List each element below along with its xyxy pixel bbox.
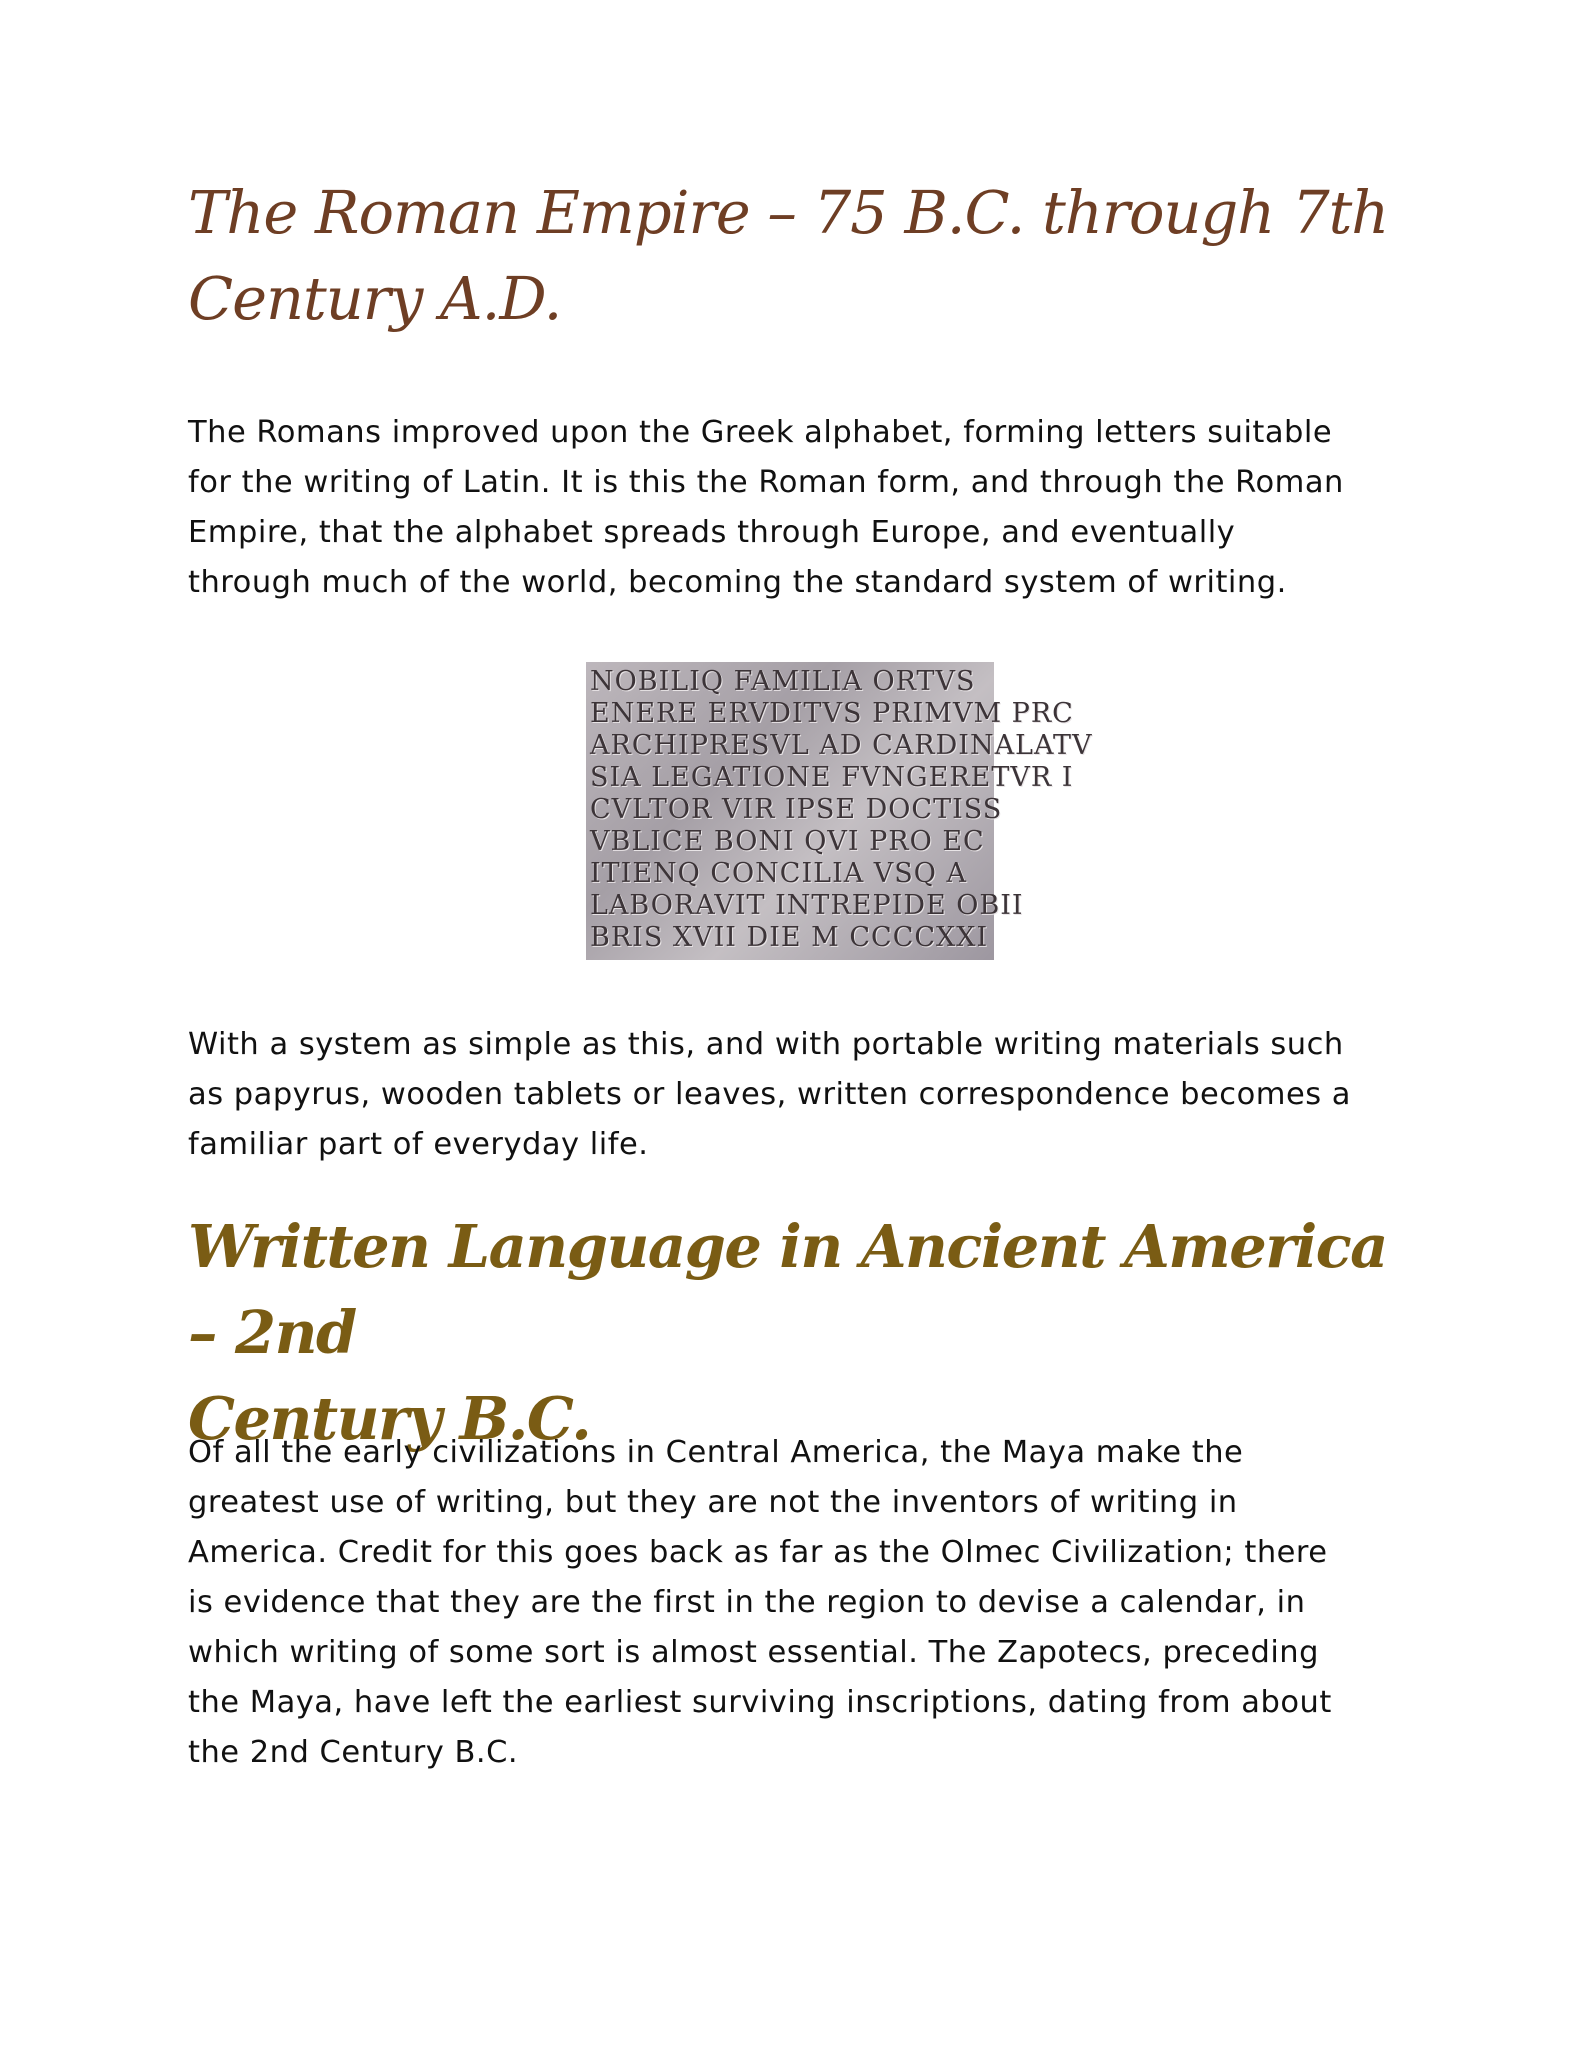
inscription-line: BRIS XVII DIE M CCCCXXI [590,922,989,953]
text-line: Of all the early civilizations in Central America, the Maya make the [188,1435,1244,1470]
heading-line: Written Language in Ancient America – 2nd [188,1212,1387,1367]
inscription-line: LABORAVIT INTREPIDE OBII [590,890,1024,921]
heading-roman-empire [188,170,1388,342]
heading-line: The Roman Empire – 75 B.C. through 7th [188,178,1389,247]
text-line: the Maya, have left the earliest surviving inscriptions, dating from about [188,1685,1332,1720]
heading-line: Century A.D. [188,264,562,333]
text-line: for the writing of Latin. It is this the Roman form, and through the Roman [188,465,1344,500]
inscription-line: ENERE ERVDITVS PRIMVM PRC [590,698,1074,729]
latin-inscription-image [586,662,1093,960]
text-line: Empire, that the alphabet spreads through Europe, and eventually [188,515,1236,550]
inscription-line: VBLICE BONI QVI PRO EC [590,826,985,857]
text-line: The Romans improved upon the Greek alphabet, forming letters suitable [188,415,1333,450]
paragraph-correspondence [188,1020,1418,1170]
inscription-line: SIA LEGATIONE FVNGERETVR I [590,762,1074,793]
text-line: America. Credit for this goes back as far as the Olmec Civilization; there [188,1535,1328,1570]
text-line: With a system as simple as this, and with portable writing materials such [188,1027,1344,1062]
inscription-line: CVLTOR VIR IPSE DOCTISS [590,794,1003,825]
paragraph-maya-writing [188,1428,1418,1778]
paragraph-roman-alphabet [188,408,1418,608]
heading-line: Century B.C. [188,1384,591,1453]
heading-ancient-america [188,1204,1418,1462]
text-line: through much of the world, becoming the standard system of writing. [188,565,1287,600]
text-line: greatest use of writing, but they are not the inventors of writing in [188,1485,1238,1520]
text-line: familiar part of everyday life. [188,1127,649,1162]
text-line: is evidence that they are the first in the region to devise a calendar, in [188,1585,1306,1620]
inscription-line: NOBILIQ FAMILIA ORTVS [590,666,976,697]
inscription-line: ARCHIPRESVL AD CARDINALATV [590,730,1093,761]
text-line: which writing of some sort is almost essential. The Zapotecs, preceding [188,1635,1319,1670]
text-line: the 2nd Century B.C. [188,1735,519,1770]
text-line: as papyrus, wooden tablets or leaves, written correspondence becomes a [188,1077,1351,1112]
inscription-line: ITIENQ CONCILIA VSQ A [590,858,968,889]
